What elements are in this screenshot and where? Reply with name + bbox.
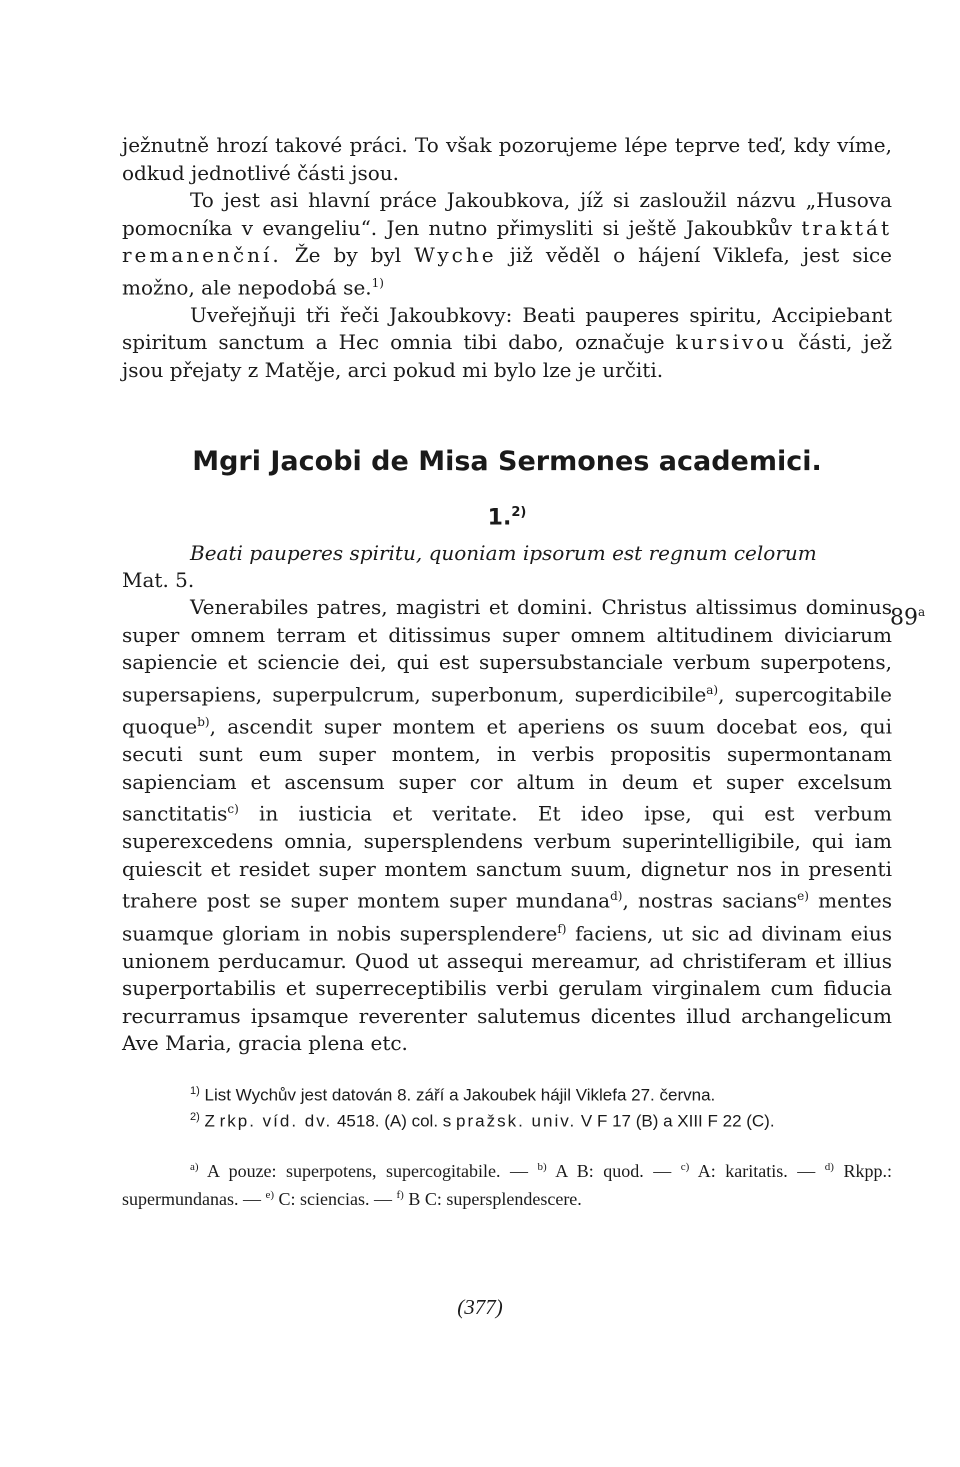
apparatus-text: B C: supersplendescere. — [403, 1189, 582, 1210]
spaced-term: kursivou — [675, 330, 788, 355]
apparatus-mark: d) — [824, 1161, 834, 1174]
sermon-number — [122, 505, 892, 530]
sermon-text-run: Venerabiles patres, magistri et domini. Christus altissimus dominus super omnem terram et ditissimus super omnem altitudinem diviciarum sapiencie et sciencie dei, qui est supersubstanciale verbum superpotens, supersapiens, superpulcrum, superbonum, superdicibile — [122, 595, 892, 707]
apparatus-text: A B: quod. — — [546, 1161, 681, 1182]
apparatus-mark: b) — [537, 1161, 547, 1174]
apparatus-mark: a) — [190, 1161, 199, 1174]
footnote-2 — [122, 1106, 892, 1133]
apparatus-text: A: karitatis. — — [689, 1161, 825, 1182]
introduction — [122, 132, 892, 384]
apparatus-entries — [122, 1155, 892, 1211]
apparatus-ref: a) — [706, 682, 719, 697]
spaced-term: traktát remanenční. — [122, 215, 892, 267]
footnote-text: V F 17 (B) a XIII F 22 (C). — [576, 1112, 775, 1132]
sermon-text-run: mentes suamque gloriam in nobis supersplendere — [122, 889, 892, 946]
intro-paragraph-1 — [122, 132, 892, 187]
apparatus-mark: c) — [680, 1161, 690, 1174]
footnote-text: Z — [199, 1112, 220, 1132]
sermon-text-run: , supercogitabile quoque — [122, 682, 892, 739]
apparatus-ref: f) — [557, 921, 567, 936]
intro-paragraph-2 — [122, 187, 892, 302]
spaced-term: rkp. víd. dv. — [219, 1112, 333, 1132]
apparatus-ref: e) — [797, 889, 809, 904]
sermon-text-run: faciens, ut sic ad divinam eius unionem perducamur. Quod ut assequi mereamur, ad christiferam et illius superportabilis et superreceptibilis verbi gerulam virginalem cum fiducia recurramus ipsamque reverenter salutemus dicentes illud archangelicum Ave Maria, gracia plena etc. — [122, 921, 892, 1056]
folio-side: a — [918, 605, 926, 619]
sermon-text-run: in iusticia et veritate. Et ideo ipse, qui est verbum superexcedens omnia, supersplendens verbum superintelligibile, qui iam quiescit et residet super montem sanctum suum, dignetur nos in presenti trahere post se super montem super mundana — [122, 801, 892, 914]
footnote-ref: 2) — [511, 505, 527, 521]
footnotes — [122, 1080, 892, 1133]
spaced-term: Wyche — [414, 243, 497, 267]
apparatus-ref: c) — [227, 802, 239, 817]
intro-text: To jest asi hlavní práce Jakoubkova, jíž si zasloužil názvu „Husova pomocníka v evangeliu“. Jen nutno přimysliti si ještě Jakoubkův — [122, 188, 892, 240]
motto-lemma: Beati pauperes spiritu, quoniam ipsorum est regnum celorum — [190, 541, 817, 566]
sermon-text-run: , ascendit super montem et aperiens os suum docebat eos, qui secuti sunt eum super montem, in verbis propositis supermontanam sapienciam et ascensum super cor altum in deum et super excelsum sanctitatis — [122, 714, 892, 826]
footnote-mark: 2) — [190, 1111, 200, 1124]
apparatus-text: A pouze: superpotens, supercogitabile. — — [198, 1161, 538, 1182]
intro-paragraph-3 — [122, 302, 892, 385]
sermon-text — [122, 594, 892, 1057]
intro-text: části, jež jsou přejaty z Matěje, arci pokud mi bylo lze je určiti. — [122, 330, 892, 382]
section-heading: Mgri Jacobi de Misa Sermones academici. — [192, 446, 822, 478]
intro-text: již věděl o hájení Viklefa, jest sice možno, ale nepodobá se. — [122, 243, 892, 300]
apparatus-mark: e) — [265, 1189, 275, 1202]
intro-text: Uveřejňuji tři řeči Jakoubkovy: Beati pauperes spiritu, Accipiebant spiritum sanctum a Hec omnia tibi dabo, označuje — [122, 302, 892, 355]
footnote-text: 4518. (A) col. s — [332, 1112, 457, 1132]
folio-number: 89 — [890, 605, 918, 631]
page-number: (377) — [457, 1295, 503, 1319]
critical-apparatus — [122, 1155, 892, 1211]
sermon-number-text: 1. — [487, 505, 512, 531]
intro-text: Že by byl — [281, 243, 415, 267]
folio-marker — [890, 605, 925, 630]
footnote-ref: 1) — [371, 275, 384, 290]
apparatus-mark: f) — [396, 1189, 404, 1202]
footnote-mark: 1) — [190, 1084, 200, 1097]
apparatus-text: Rkpp.: supermundanas. — — [122, 1161, 892, 1210]
sermon-motto — [122, 540, 892, 594]
motto-reference: Mat. 5. — [122, 568, 195, 593]
footnote-1 — [122, 1080, 892, 1107]
footnote-text: List Wychův jest datován 8. září a Jakoubek hájil Viklefa 27. června. — [199, 1085, 716, 1105]
apparatus-text: C: sciencias. — — [274, 1189, 397, 1210]
apparatus-ref: d) — [610, 889, 623, 904]
apparatus-ref: b) — [197, 715, 210, 730]
sermon-text-run: , nostras sacians — [622, 889, 798, 914]
spaced-term: pražsk. univ. — [456, 1112, 577, 1132]
intro-text: ježnutně hrozí takové práci. To však pozorujeme lépe teprve teď, kdy víme, odkud jednotlivé části jsou. — [122, 133, 892, 185]
page-body — [122, 132, 892, 1211]
